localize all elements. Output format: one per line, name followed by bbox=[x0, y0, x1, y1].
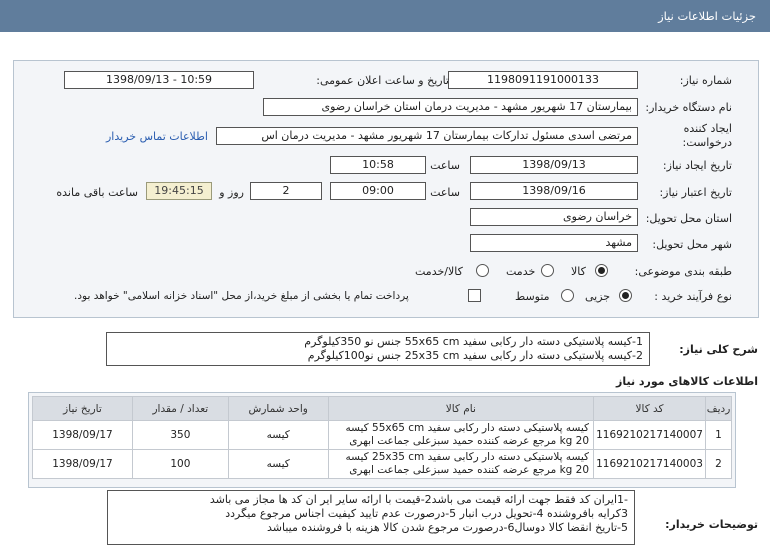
item-name bbox=[328, 450, 593, 479]
announce-label: تاریخ و ساعت اعلان عمومی: bbox=[316, 74, 449, 87]
validity-time-field[interactable]: 09:00 bbox=[330, 182, 426, 200]
process-minor-radio[interactable] bbox=[619, 289, 632, 302]
notes-box bbox=[107, 490, 635, 545]
category-goods-radio[interactable] bbox=[595, 264, 608, 277]
notes-line-3: 5-تاریخ انقضا کالا دوسال6-درصورت مرجوع شدن کالا هزینه با فروشنده میباشد bbox=[267, 521, 628, 534]
item-name-line-2: 20 kg مرجع عرضه کننده حمید سبزعلی جماعت ابهری bbox=[349, 435, 590, 447]
validity-date-label: تاریخ اعتبار نیاز: bbox=[659, 186, 732, 199]
buyer-label: نام دستگاه خریدار: bbox=[645, 101, 732, 114]
summary-label: شرح کلی نیاز: bbox=[679, 343, 758, 356]
buyer-contact-link[interactable]: اطلاعات تماس خریدار bbox=[106, 130, 208, 143]
treasury-payment-checkbox[interactable] bbox=[468, 289, 481, 302]
item-date: 1398/09/17 bbox=[33, 421, 133, 450]
category-goods-service-radio[interactable] bbox=[476, 264, 489, 277]
creator-label-line1: ایجاد کننده bbox=[683, 122, 732, 135]
goods-table bbox=[32, 396, 732, 479]
category-goods-label: کالا bbox=[571, 265, 586, 278]
treasury-payment-note: پرداخت تمام یا بخشی از مبلغ خرید،از محل "اسناد خزانه اسلامی" خواهد بود. bbox=[74, 290, 409, 302]
table-row[interactable] bbox=[33, 450, 732, 479]
item-name-line-2: 20 kg مرجع عرضه کننده حمید سبزعلی جماعت ابهری bbox=[349, 464, 590, 476]
need-number-label: شماره نیاز: bbox=[679, 74, 732, 87]
item-date: 1398/09/17 bbox=[33, 450, 133, 479]
item-unit: کیسه bbox=[228, 450, 328, 479]
table-row[interactable] bbox=[33, 421, 732, 450]
item-code: 1169210217140003 bbox=[594, 450, 706, 479]
row-number: 2 bbox=[706, 450, 732, 479]
creator-label-line2: درخواست: bbox=[682, 136, 732, 149]
item-name-line-1: کیسه پلاستیکی دسته دار رکابی سفید 25x35 cm کیسه bbox=[345, 451, 590, 463]
city-label: شهر محل تحویل: bbox=[652, 238, 732, 251]
page-header bbox=[0, 0, 770, 32]
col-name-header: نام کالا bbox=[328, 397, 593, 421]
province-label: استان محل تحویل: bbox=[645, 212, 732, 225]
notes-label: توضیحات خریدار: bbox=[665, 518, 758, 531]
item-unit: کیسه bbox=[228, 421, 328, 450]
summary-line-2: 2-کیسه پلاستیکی دسته دار رکابی سفید 25x35 cm جنس نو100کیلوگرم bbox=[307, 349, 643, 362]
province-field[interactable]: خراسان رضوی bbox=[470, 208, 638, 226]
summary-line-1: 1-کیسه پلاستیکی دسته دار رکابی سفید 55x65 cm جنس نو 350کیلوگرم bbox=[304, 335, 643, 348]
col-row-header: ردیف bbox=[706, 397, 732, 421]
city-field[interactable]: مشهد bbox=[470, 234, 638, 252]
notes-line-2: 3کرایه بافروشنده 4-تحویل درب انبار 5-درصورت عدم تایید کیفیت اجناس مرجوع میگردد bbox=[225, 507, 628, 520]
creator-field[interactable]: مرتضی اسدی مسئول تدارکات بیمارستان 17 شهریور مشهد - مدیریت درمان اس bbox=[216, 127, 638, 145]
goods-section-title: اطلاعات کالاهای مورد نیاز bbox=[616, 375, 758, 388]
category-service-radio[interactable] bbox=[541, 264, 554, 277]
validity-time-label: ساعت bbox=[430, 186, 460, 199]
remaining-time-label: ساعت باقی مانده bbox=[56, 186, 138, 199]
days-label: روز و bbox=[219, 186, 244, 199]
item-name-line-1: کیسه پلاستیکی دسته دار رکابی سفید 55x65 cm کیسه bbox=[345, 422, 590, 434]
item-name bbox=[328, 421, 593, 450]
created-date-label: تاریخ ایجاد نیاز: bbox=[662, 159, 732, 172]
goods-table-container bbox=[28, 392, 736, 488]
created-time-field[interactable]: 10:58 bbox=[330, 156, 426, 174]
page-title: جزئیات اطلاعات نیاز bbox=[658, 9, 756, 23]
item-qty: 350 bbox=[132, 421, 228, 450]
row-number: 1 bbox=[706, 421, 732, 450]
remaining-time-field: 19:45:15 bbox=[146, 182, 212, 200]
category-label: طبقه بندی موضوعی: bbox=[634, 265, 732, 278]
process-medium-radio[interactable] bbox=[561, 289, 574, 302]
category-goods-service-label: کالا/خدمت bbox=[415, 265, 463, 278]
col-qty-header: تعداد / مقدار bbox=[132, 397, 228, 421]
need-number-field[interactable]: 1198091191000133 bbox=[448, 71, 638, 89]
created-date-field[interactable]: 1398/09/13 bbox=[470, 156, 638, 174]
category-service-label: خدمت bbox=[506, 265, 536, 278]
buyer-field[interactable]: بیمارستان 17 شهریور مشهد - مدیریت درمان استان خراسان رضوی bbox=[263, 98, 638, 116]
process-minor-label: جزیی bbox=[585, 290, 611, 303]
col-unit-header: واحد شمارش bbox=[228, 397, 328, 421]
summary-box bbox=[106, 332, 650, 366]
notes-line-1: -1ایران کد فقط جهت ارائه قیمت می باشد2-قیمت با ارائه سایر ایر ان کد ها مجاز می باشد bbox=[209, 493, 628, 506]
item-qty: 100 bbox=[132, 450, 228, 479]
validity-date-field[interactable]: 1398/09/16 bbox=[470, 182, 638, 200]
remaining-days-field[interactable]: 2 bbox=[250, 182, 322, 200]
process-medium-label: متوسط bbox=[515, 290, 550, 303]
created-time-label: ساعت bbox=[430, 159, 460, 172]
process-label: نوع فرآیند خرید : bbox=[654, 290, 732, 303]
col-date-header: تاریخ نیاز bbox=[33, 397, 133, 421]
announce-field[interactable]: 1398/09/13 - 10:59 bbox=[64, 71, 254, 89]
col-code-header: کد کالا bbox=[594, 397, 706, 421]
item-code: 1169210217140007 bbox=[594, 421, 706, 450]
